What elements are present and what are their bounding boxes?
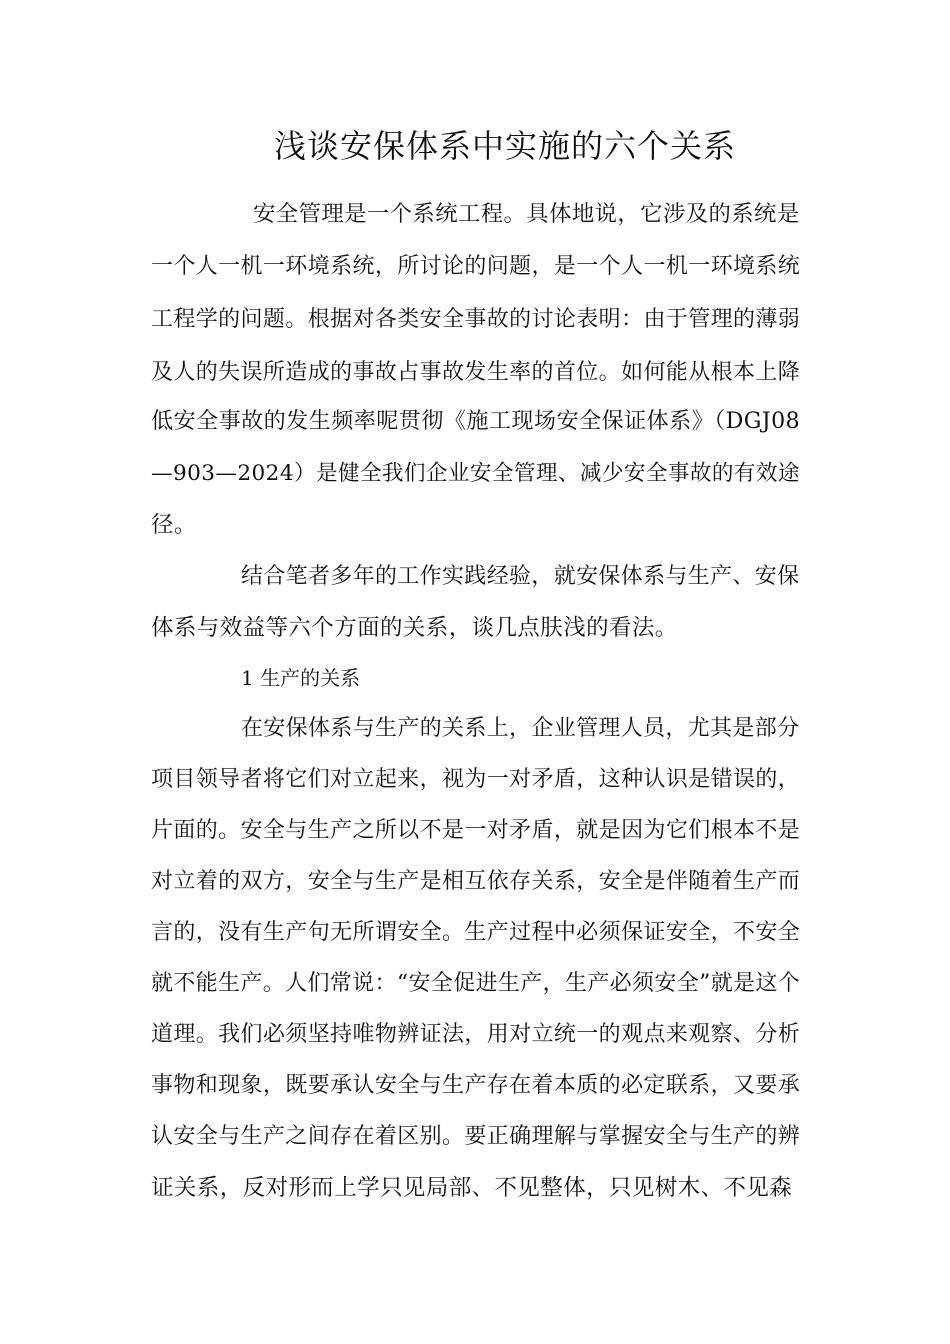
paragraph-1-line-2: 一个人一机一环境系统，所讨论的问题，是一个人一机一环境系统 [151,254,801,279]
paragraph-3-line-7: 道理。我们必须坚持唯物辨证法，用对立统一的观点来观察、分析 [151,1022,801,1047]
paragraph-1-line-6: —903—2024）是健全我们企业安全管理、减少安全事故的有效途 [151,461,800,486]
paragraph-1-line-1: 安全管理是一个系统工程。具体地说，它涉及的系统是 [253,201,800,227]
paragraph-3-line-5: 言的，没有生产句无所谓安全。生产过程中必须保证安全，不安全 [151,920,801,945]
paragraph-3-line-2: 项目领导者将它们对立起来，视为一对矛盾，这种认识是错误的， [151,767,801,792]
paragraph-2-line-2: 体系与效益等六个方面的关系，谈几点肤浅的看法。 [151,615,678,641]
document-title: 浅谈安保体系中实施的六个关系 [273,127,736,165]
section-1-heading: 1 生产的关系 [241,666,361,690]
paragraph-1-line-7: 径。 [151,512,197,538]
paragraph-3-line-1: 在安保体系与生产的关系上，企业管理人员，尤其是部分 [241,716,800,741]
paragraph-3-line-4: 对立着的双方，安全与生产是相互依存关系，安全是伴随着生产而 [151,869,801,894]
paragraph-3-line-3: 片面的。安全与生产之所以不是一对矛盾，就是因为它们根本不是 [151,818,801,843]
paragraph-1-line-3: 工程学的问题。根据对各类安全事故的讨论表明：由于管理的薄弱 [151,307,801,332]
paragraph-3-line-10: 证关系，反对形而上学只见局部、不见整体，只见树木、不见森 [151,1175,793,1201]
paragraph-3-line-6: 就不能生产。人们常说：“安全促进生产，生产必须安全”就是这个 [151,971,801,996]
paragraph-3-line-9: 认安全与生产之间存在着区别。要正确理解与掌握安全与生产的辨 [151,1124,801,1149]
paragraph-3-line-8: 事物和现象，既要承认安全与生产存在着本质的必定联系，又要承 [151,1073,801,1098]
paragraph-1-line-4: 及人的失误所造成的事故占事故发生率的首位。如何能从根本上降 [151,360,801,385]
paragraph-2-line-1: 结合笔者多年的工作实践经验，就安保体系与生产、安保 [241,564,800,589]
paragraph-1-line-5: 低安全事故的发生频率呢贯彻《施工现场安全保证体系》（DGJ08 [151,408,801,434]
